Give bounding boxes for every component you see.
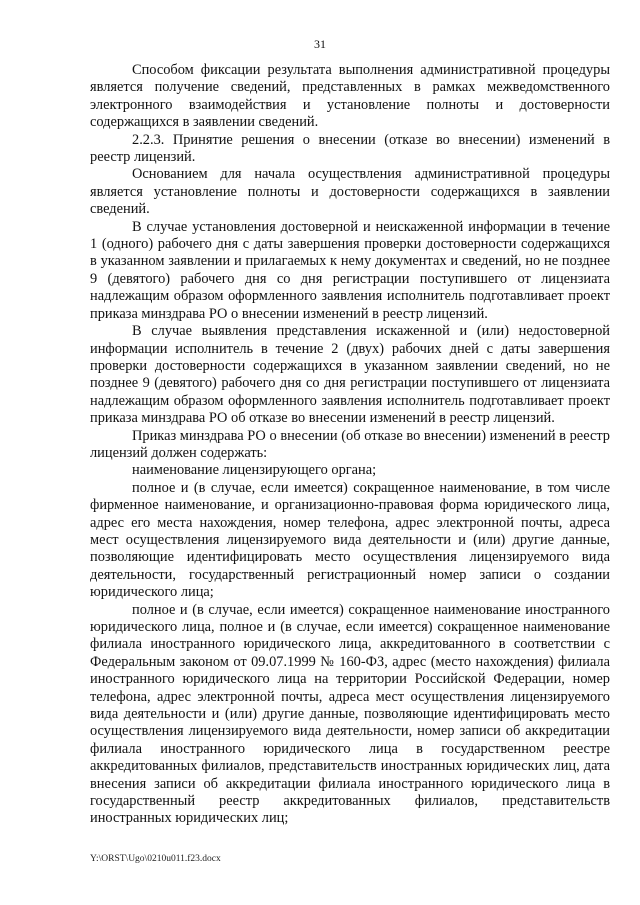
paragraph-licensing-body-name: наименование лицензирующего органа; xyxy=(132,462,377,479)
page-number: 31 xyxy=(314,37,326,51)
document-body xyxy=(90,62,610,828)
paragraph-reliable-info-case: В случае установления достоверной и неискаженной информации в течение 1 (одного) рабочего дня с даты завершения проверки достоверности содержащихся в указанном заявлении и прилагаемых к нему документах и сведений, но не позднее 9 (девятого) рабочего дня со дня регистрации поступившего от лицензиата надлежащим образом оформленного заявления исполнитель подготавливает проект приказа минздрава РО о внесении изменений в реестр лицензий. xyxy=(90,218,610,322)
paragraph-section-heading: 2.2.3. Принятие решения о внесении (отказе во внесении) изменений в реестр лицензий. xyxy=(90,131,610,166)
footer-file-path: Y:\ORST\Ugo\0210u011.f23.docx xyxy=(90,854,221,864)
paragraph-order-contents-intro: Приказ минздрава РО о внесении (об отказе во внесении) изменений в реестр лицензий должен содержать: xyxy=(90,427,610,461)
paragraph-fixation-method: Способом фиксации результата выполнения административной процедуры является получение сведений, представленных в рамках межведомственного электронного взаимодействия и установление полноты и достоверности содержащихся в заявлении сведений. xyxy=(90,62,610,131)
paragraph-legal-entity-details: полное и (в случае, если имеется) сокращенное наименование, в том числе фирменное наименование, и организационно-правовая форма юридического лица, адрес его места нахождения, номер телефона, адрес электронной почты, адреса мест осуществления лицензируемого вида деятельности и (или) другие данные, позволяющие идентифицировать место осуществления лицензируемого вида деятельности, государственный регистрационный номер записи о создании юридического лица; xyxy=(90,479,610,601)
paragraph-foreign-entity-details: полное и (в случае, если имеется) сокращенное наименование иностранного юридического лица, полное и (в случае, если имеется) сокращенное наименование филиала иностранного юридического лица, аккредитованного в соответствии с Федеральным законом от 09.07.1999 № 160-ФЗ, адрес (место нахождения) филиала иностранного юридического лица на территории Российской Федерации, номер телефона, адрес электронной почты, адреса мест осуществления лицензируемого вида деятельности и (или) другие данные, позволяющие идентифицировать место осуществления лицензируемого вида деятельности, номер записи об аккредитации филиала иностранного юридического лица в государственном реестре аккредитованных филиалов, представительств иностранных юридических лиц, дата внесения записи об аккредитации филиала иностранного юридического лица в государственный реестр аккредитованных филиалов, представительств иностранных юридических лиц; xyxy=(90,601,610,827)
paragraph-distorted-info-case: В случае выявления представления искаженной и (или) недостоверной информации исполнитель в течение 2 (двух) рабочих дней с даты завершения проверки достоверности содержащихся в указанном заявлении сведений, но не позднее 9 (девятого) рабочего дня со дня регистрации поступившего от лицензиата надлежащим образом оформленного заявления исполнитель подготавливает проект приказа минздрава РО об отказе во внесении изменений в реестр лицензий. xyxy=(90,323,610,427)
paragraph-procedure-basis: Основанием для начала осуществления административной процедуры является установление полноты и достоверности содержащихся в заявлении сведений. xyxy=(90,166,610,218)
